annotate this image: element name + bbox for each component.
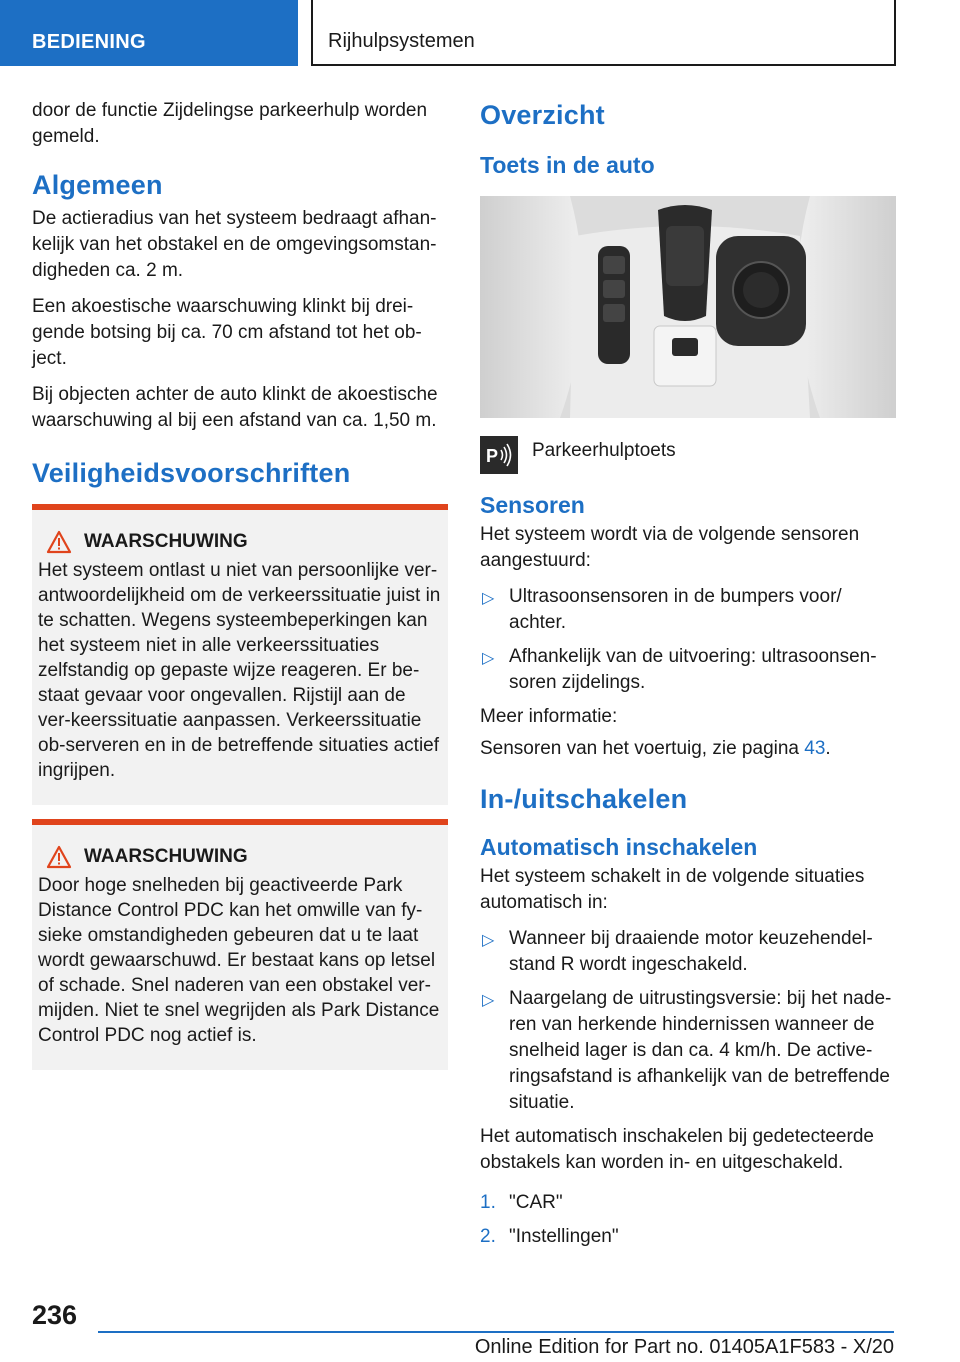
list-item: ▷ Ultrasoonsensoren in de bumpers voor/ achter.	[482, 586, 842, 633]
automatisch-list	[480, 926, 896, 1116]
car-console-photo	[480, 196, 896, 418]
heading-automatisch: Automatisch inschakelen	[480, 834, 758, 860]
warning-1-title: WAARSCHUWING	[84, 531, 248, 552]
footer-divider	[98, 1331, 894, 1333]
triangle-bullet-icon: ▷	[482, 932, 495, 949]
console-illustration	[480, 196, 896, 418]
section-title: Rijhulpsystemen	[328, 30, 475, 52]
heading-sensoren: Sensoren	[480, 492, 585, 518]
list-item: ▷ Naargelang de uitrustingsversie: bij het nade-ren van herkende hindernissen wanneer de snelheid lager is dan ca. 4 km/h. De active-ringsafstand is afhankelijk van de betreffende situatie.	[482, 988, 892, 1113]
heading-veiligheid: Veiligheidsvoorschriften	[32, 458, 351, 488]
warning-1-text: Het systeem ontlast u niet van persoonlijke ver-antwoordelijkheid om de verkeerssituatie juist in te schatten. Wegens systeembeperkingen kan het systeem niet in alle verkeerssituaties zelfstandig op gepaste wijze reageren. Er be-staat gevaar voor ongevallen. Rijstijl aan de ver-keerssituatie aanpassen. Verkeerssituatie ob-serveren en in de betreffende situaties actief ingrijpen.	[38, 560, 441, 781]
park-assist-button-icon	[480, 436, 518, 474]
list-item: ▷ Afhankelijk van de uitvoering: ultrasoonsen-soren zijdelings.	[482, 646, 877, 693]
step-item: 1. "CAR"	[480, 1192, 563, 1213]
step-item: 2. "Instellingen"	[480, 1226, 619, 1247]
triangle-bullet-icon: ▷	[482, 590, 495, 607]
meer-informatie: Meer informatie:	[480, 706, 618, 727]
sensoren-reference: Sensoren van het voertuig, zie pagina 43.	[480, 738, 831, 759]
section-header	[311, 0, 896, 66]
page-link-43[interactable]: 43	[804, 738, 826, 759]
automatisch-paragraph: Het systeem schakelt in de volgende situaties automatisch in:	[480, 866, 865, 913]
svg-text:P: P	[486, 446, 499, 466]
sensoren-paragraph: Het systeem wordt via de volgende sensoren aangestuurd:	[480, 524, 860, 571]
algemeen-paragraph-2: Een akoestische waarschuwing klinkt bij drei-gende botsing bij ca. 70 cm afstand tot het ob-ject.	[32, 296, 422, 369]
warning-2-text: Door hoge snelheden bij geactiveerde Park Distance Control PDC kan het omwille van fy-sieke omstandigheden gebeuren dat u te laat wordt gewaarschuwd. Er bestaat kans op letsel of schade. Snel naderen van een obstakel ver-mijden. Niet te snel wegrijden als Park Distance Control PDC nog actief is.	[38, 875, 440, 1046]
legend-park-button	[480, 436, 896, 474]
sensoren-list	[480, 584, 896, 696]
page-number: 236	[32, 1300, 78, 1330]
warning-box-2	[32, 819, 448, 1070]
chapter-tab	[0, 0, 298, 66]
automatisch-paragraph-2: Het automatisch inschakelen bij gedetecteerde obstakels kan worden in- en uitgeschakeld.	[480, 1126, 874, 1173]
right-column	[480, 98, 896, 1258]
intro-paragraph: door de functie Zijdelingse parkeerhulp worden gemeld.	[32, 100, 428, 147]
warning-triangle-icon	[46, 530, 72, 554]
triangle-bullet-icon: ▷	[482, 992, 495, 1009]
footer-edition: Online Edition for Part no. 01405A1F583 - X/20	[474, 1336, 894, 1358]
heading-algemeen: Algemeen	[32, 170, 163, 200]
legend-label: Parkeerhulptoets	[532, 440, 676, 461]
algemeen-paragraph-1: De actieradius van het systeem bedraagt afhan-kelijk van het obstakel en de omgevingsomstan-digheden ca. 2 m.	[32, 208, 437, 281]
heading-toets: Toets in de auto	[480, 152, 655, 178]
steps-list	[480, 1190, 896, 1250]
heading-in-uitschakelen: In-/uitschakelen	[480, 784, 688, 814]
list-item: ▷ Wanneer bij draaiende motor keuzehendel-stand R wordt ingeschakeld.	[482, 928, 873, 975]
warning-box-1	[32, 504, 448, 805]
left-column	[32, 98, 448, 1084]
chapter-title: BEDIENING	[32, 31, 146, 53]
warning-triangle-icon	[46, 845, 72, 869]
warning-2-title: WAARSCHUWING	[84, 846, 248, 867]
triangle-bullet-icon: ▷	[482, 650, 495, 667]
algemeen-paragraph-3: Bij objecten achter de auto klinkt de akoestische waarschuwing al bij een afstand van ca. 1,50 m.	[32, 384, 438, 431]
heading-overzicht: Overzicht	[480, 100, 605, 130]
